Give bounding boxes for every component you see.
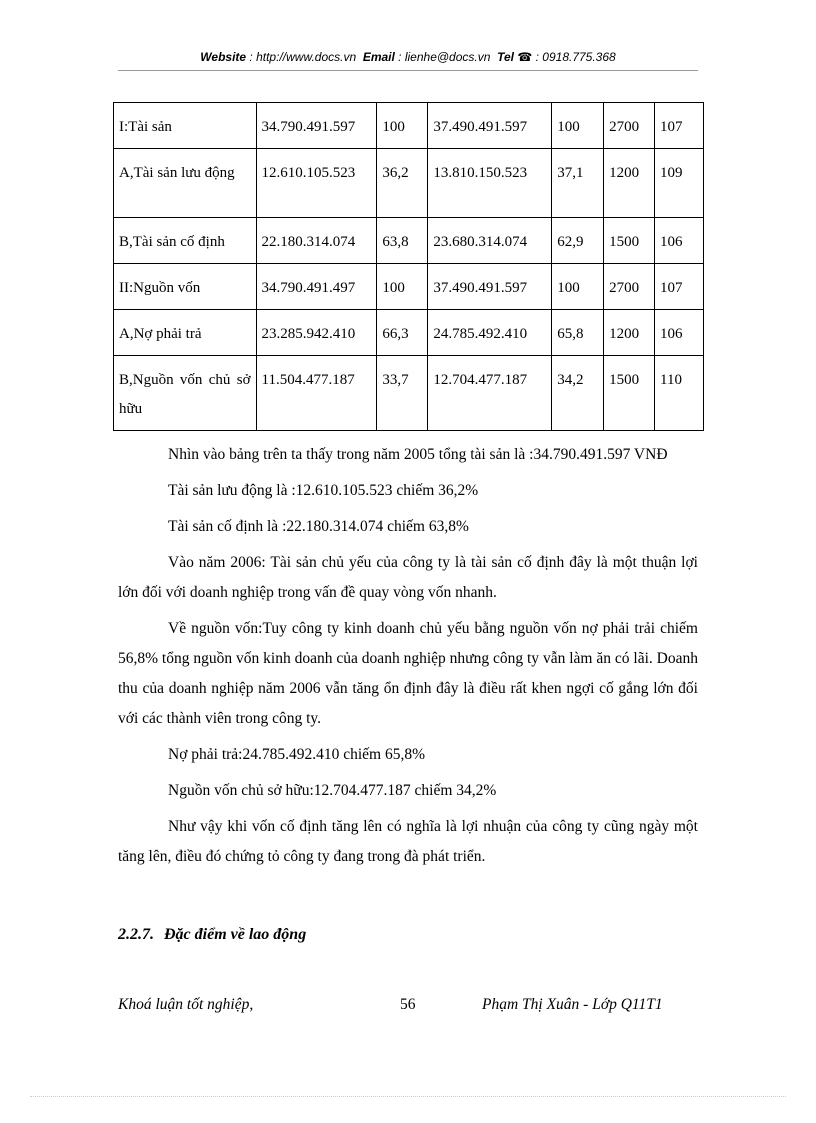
email-address[interactable]: : lienhe@docs.vn	[398, 50, 491, 64]
website-url[interactable]: : http://www.docs.vn	[249, 50, 357, 64]
table-cell: 100	[552, 264, 604, 310]
table-cell: I:Tài sản	[114, 103, 257, 149]
table-cell: 36,2	[377, 149, 428, 218]
paragraph: Tài sản lưu động là :12.610.105.523 chiếm 36,2%	[168, 482, 479, 499]
table-cell: 23.680.314.074	[428, 218, 552, 264]
page-header	[118, 50, 698, 64]
table-cell: 34,2	[552, 356, 604, 431]
phone-icon: ☎	[517, 50, 533, 64]
table-cell: 23.285.942.410	[256, 310, 377, 356]
table-row	[114, 218, 704, 264]
table-cell: 62,9	[552, 218, 604, 264]
table-cell: 13.810.150.523	[428, 149, 552, 218]
table-cell: 106	[655, 310, 704, 356]
table-cell: 37.490.491.597	[428, 103, 552, 149]
table-cell: 1200	[604, 310, 655, 356]
paragraph: Về nguồn vốn:Tuy công ty kinh doanh chủ yếu bằng nguồn vốn nợ phải trải chiếm 56,8% tổng nguồn vốn kinh doanh của doanh nghiệp nhưng công ty vẫn làm ăn có lãi. Doanh thu của doanh nghiệp năm 2006 vẫn tăng ổn định đây là điều rất khen ngợi cố gắng lớn đối với các thành viên trong công ty.	[118, 620, 698, 727]
table-cell: 100	[377, 264, 428, 310]
table-cell: 11.504.477.187	[256, 356, 377, 431]
table-cell: 63,8	[377, 218, 428, 264]
section-number: 2.2.7.	[118, 926, 154, 943]
website-label: Website	[200, 50, 247, 64]
table-row	[114, 149, 704, 218]
header-rule	[118, 70, 698, 71]
footer-author: Phạm Thị Xuân - Lớp Q11T1	[482, 996, 663, 1013]
table-cell: 24.785.492.410	[428, 310, 552, 356]
paragraph: Nhìn vào bảng trên ta thấy trong năm 2005 tổng tài sản là :34.790.491.597 VNĐ	[168, 446, 668, 463]
table-cell: 33,7	[377, 356, 428, 431]
section-title: Đặc điểm về lao động	[164, 926, 307, 943]
paragraph: Vào năm 2006: Tài sản chủ yếu của công ty là tài sản cố định đây là một thuận lợi lớn đối với doanh nghiệp trong vấn đề quay vòng vốn nhanh.	[118, 554, 698, 601]
table-cell: 1500	[604, 356, 655, 431]
table-cell: 109	[655, 149, 704, 218]
table-cell: 12.704.477.187	[428, 356, 552, 431]
tel-number: : 0918.775.368	[535, 50, 616, 64]
bottom-divider	[30, 1096, 786, 1097]
tel-label: Tel	[497, 50, 514, 64]
table-cell: 100	[377, 103, 428, 149]
table-cell: 100	[552, 103, 604, 149]
table-cell: 37,1	[552, 149, 604, 218]
table-cell: 66,3	[377, 310, 428, 356]
table-cell: B,Nguồn vốn chủ sở hữu	[114, 356, 257, 431]
table-row	[114, 310, 704, 356]
table-row	[114, 103, 704, 149]
table-cell: A,Nợ phải trả	[114, 310, 257, 356]
table-cell: 2700	[604, 103, 655, 149]
section-heading	[118, 926, 306, 944]
body-text	[118, 440, 698, 878]
paragraph: Nguồn vốn chủ sở hữu:12.704.477.187 chiếm 34,2%	[168, 782, 497, 799]
paragraph: Tài sản cố định là :22.180.314.074 chiếm 63,8%	[168, 518, 469, 535]
page-number: 56	[400, 996, 416, 1013]
paragraph: Như vậy khi vốn cố định tăng lên có nghĩa là lợi nhuận của công ty cũng ngày một tăng lên, điều đó chứng tỏ công ty đang trong đà phát triển.	[118, 818, 698, 865]
table-cell: 107	[655, 103, 704, 149]
table-cell: 107	[655, 264, 704, 310]
table-cell: B,Tài sản cố định	[114, 218, 257, 264]
table-cell: 1200	[604, 149, 655, 218]
paragraph: Nợ phải trả:24.785.492.410 chiếm 65,8%	[168, 746, 426, 763]
table-row	[114, 356, 704, 431]
financial-table	[113, 102, 704, 431]
email-label: Email	[362, 50, 395, 64]
table-cell: 2700	[604, 264, 655, 310]
table-cell: 106	[655, 218, 704, 264]
table-cell: 1500	[604, 218, 655, 264]
table-cell: II:Nguồn vốn	[114, 264, 257, 310]
table-row	[114, 264, 704, 310]
table-cell: 110	[655, 356, 704, 431]
footer-thesis-label: Khoá luận tốt nghiệp,	[118, 996, 254, 1013]
table-cell: 37.490.491.597	[428, 264, 552, 310]
table-cell: 34.790.491.497	[256, 264, 377, 310]
table-cell: 22.180.314.074	[256, 218, 377, 264]
table-cell: 65,8	[552, 310, 604, 356]
table-cell: 12.610.105.523	[256, 149, 377, 218]
table-cell: 34.790.491.597	[256, 103, 377, 149]
table-cell: A,Tài sản lưu động	[114, 149, 257, 218]
